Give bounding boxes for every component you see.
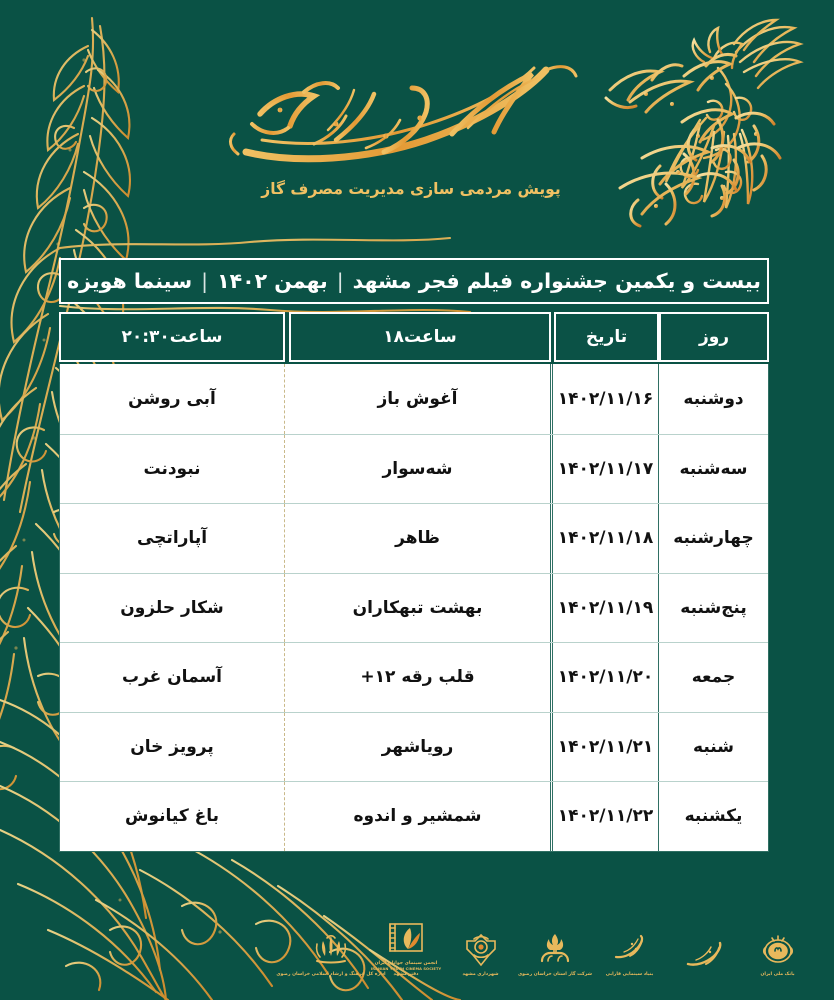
cell-day: چهارشنبه [658,504,768,573]
table-row [60,642,768,712]
title-separator-1: | [336,269,344,293]
sponsor-caption-text: شرکت گاز استان خراسان رضوی [517,972,593,978]
title-festival-name: بیست و یکمین جشنواره فیلم فجر مشهد [352,269,761,293]
column-header-day: روز [659,312,769,362]
sponsor-caption [276,972,385,978]
sponsor-caption-text: انجمن سینمای جوانان ایران [374,960,438,966]
cell-film-18: رویاشهر [284,713,550,782]
table-row [60,364,768,434]
gas-campaign-block [216,48,606,198]
sponsor-caption-text: بنیاد سینمایی فارابی [605,972,654,978]
mashhad-municipality-logo [450,904,511,978]
table-body [59,364,769,852]
cell-film-2030: نبودنت [143,458,201,479]
cell-day: شنبه [658,713,768,782]
cell-film-2030: آپاراتچی [136,528,208,549]
ministry-of-culture-emblem [276,904,386,978]
title-separator-2: | [201,269,209,293]
fajr-film-festival-mashhad-logo [586,6,824,228]
bank-melli-iran-logo [747,904,808,978]
sponsor-caption [518,972,592,978]
sponsor-caption-text: اداره کل فرهنگ و ارشاد اسلامی خراسان رضوی [276,972,386,978]
cell-date: ۱۴۰۲/۱۱/۲۰ [550,643,658,712]
column-header-date: تاریخ [554,312,659,362]
cell-film-2030: باغ کیانوش [125,806,220,827]
table-row [60,712,768,782]
cell-date: ۱۴۰۲/۱۱/۲۱ [550,713,658,782]
poster-header [0,0,834,240]
campaign-calligraphy [216,48,606,178]
festival-calligraphy [606,54,780,226]
cell-film-18: شمشیر و اندوه [284,782,550,851]
cell-film-2030: پرویز خان [130,736,214,757]
cell-film-2030: آبی روشن [128,388,216,409]
cell-film-18: ظاهر [284,504,550,573]
cell-day: جمعه [658,643,768,712]
cell-film-18: بهشت تبهکاران [284,574,550,643]
table-row [60,503,768,573]
sakhin-calligraphy-logo [673,904,734,978]
sponsor-caption-text: بانک ملی ایران [760,972,795,978]
table-row [60,573,768,643]
cell-date: ۱۴۰۲/۱۱/۲۲ [550,782,658,851]
cell-day: پنج‌شنبه [658,574,768,643]
cell-date: ۱۴۰۲/۱۱/۱۷ [550,435,658,504]
cell-film-18: شه‌سوار [284,435,550,504]
farabi-cinema-foundation-logo [599,904,660,978]
column-header-18: ساعت۱۸ [289,312,551,362]
column-header-2030: ساعت۲۰:۳۰ [59,312,285,362]
sponsor-caption-text: شهرداری مشهد [462,972,499,978]
table-row [60,434,768,504]
cell-film-2030: شکار حلزون [120,597,224,618]
sponsor-logo-strip [276,904,808,978]
sponsor-caption [463,972,499,978]
cell-date: ۱۴۰۲/۱۱/۱۸ [550,504,658,573]
cell-film-18: آغوش باز [284,364,550,434]
campaign-subtitle: پویش مردمی سازی مدیریت مصرف گاز [261,180,561,198]
cell-date: ۱۴۰۲/۱۱/۱۹ [550,574,658,643]
title-line [67,269,761,293]
cell-film-2030: آسمان غرب [121,667,223,688]
table-header-row [59,312,769,362]
cell-film-18: قلب رقه ۱۲+ [284,643,550,712]
cell-day: دوشنبه [658,364,768,434]
sponsor-caption-latin: IRANIAN YOUTH CINEMA SOCIETY [370,966,442,971]
title-month: بهمن ۱۴۰۲ [217,269,328,293]
iranian-youth-cinema-society-logo [370,904,442,978]
sponsor-caption-sub: دفتر مشهد [393,972,419,978]
cell-day: سه‌شنبه [658,435,768,504]
table-row [60,781,768,851]
sponsor-caption [606,972,654,978]
cell-date: ۱۴۰۲/۱۱/۱۶ [550,364,658,434]
cell-day: یکشنبه [658,782,768,851]
schedule-title-bar [59,258,769,304]
screening-schedule-table [59,312,769,852]
title-venue: سینما هویزه [67,269,193,293]
sponsor-caption [760,972,794,978]
gas-company-flame-logo [517,904,593,978]
